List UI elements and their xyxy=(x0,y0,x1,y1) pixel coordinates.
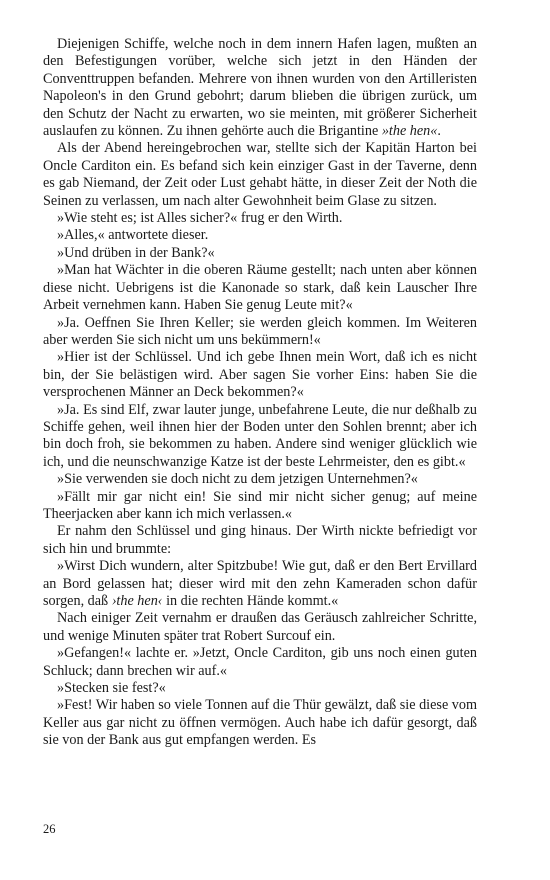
paragraph: »Sie verwenden sie doch nicht zu dem jetzigen Unternehmen?« xyxy=(57,471,418,488)
paragraph: »Ja. Es sind Elf, zwar lauter junge, unbefahrene Leute, die nur deßhalb zu Schiffe gehen, weil ihnen hier der Boden unter den Sohlen brennt; aber ich bin doch froh, sie bekommen zu haben. Andere sind weniger glücklich wie ich, und die neunschwanzige Katze ist der beste Lehrmeister, den es gibt.« xyxy=(43,401,477,470)
page-body xyxy=(43,36,477,750)
paragraph: »Wie steht es; ist Alles sicher?« frug er den Wirth. xyxy=(57,210,343,227)
paragraph: »Gefangen!« lachte er. »Jetzt, Oncle Carditon, gib uns noch einen guten Schluck; dann brechen wir auf.« xyxy=(43,645,477,679)
paragraph: Als der Abend hereingebrochen war, stellte sich der Kapitän Harton bei Oncle Carditon ein. Es befand sich kein einziger Gast in der Taverne, denn es gab Niemand, der Zeit oder Lust gehabt hätte, in dieser Zeit der Noth die Seinen zu verlassen, um nach alter Gewohnheit beim Glase zu sitzen. xyxy=(43,140,477,209)
paragraph: »Und drüben in der Bank?« xyxy=(57,244,215,261)
paragraph: »Stecken sie fest?« xyxy=(57,680,166,697)
paragraph: Er nahm den Schlüssel und ging hinaus. Der Wirth nickte befriedigt vor sich hin und brummte: xyxy=(43,523,477,557)
paragraph: »Fällt mir gar nicht ein! Sie sind mir nicht sicher genug; auf meine Theerjacken aber kann ich mich verlassen.« xyxy=(43,488,477,522)
paragraph: »Alles,« antwortete dieser. xyxy=(57,227,209,244)
paragraph: Nach einiger Zeit vernahm er draußen das Geräusch zahlreicher Schritte, und wenige Minuten später trat Robert Surcouf ein. xyxy=(43,610,477,644)
paragraph: Diejenigen Schiffe, welche noch in dem innern Hafen lagen, mußten an den Befestigungen vorüber, welche sich jetzt in den Händen der Conventtruppen befanden. Mehrere von ihnen wurden von den Artilleristen Napoleon's in den Grund gebohrt; darum blieben die übrigen zurück, um den Schutz der Nacht zu erwarten, wo sie meinten, mit größerer Sicherheit auslaufen zu können. Zu ihnen gehörte auch die Brigantine »the hen«. xyxy=(43,36,477,140)
paragraph: »Fest! Wir haben so viele Tonnen auf die Thür gewälzt, daß sie diese vom Keller aus gar nicht zu öffnen vermögen. Auch habe ich dafür gesorgt, daß sie von der Bank aus gut empfangen werden. Es xyxy=(43,697,478,749)
paragraph: »Wirst Dich wundern, alter Spitzbube! Wie gut, daß er den Bert Ervillard an Bord gelassen hat; dieser wird mit den zehn Kameraden schon dafür sorgen, daß ›the hen‹ in die rechten Hände kommt.« xyxy=(43,558,477,609)
paragraph: »Hier ist der Schlüssel. Und ich gebe Ihnen mein Wort, daß ich es nicht bin, der Sie belästigen wird. Aber sagen Sie vorher Eins: haben Sie die versprochenen Männer an Deck bekommen?« xyxy=(43,349,477,401)
paragraph: »Man hat Wächter in die oberen Räume gestellt; nach unten aber können diese nicht. Uebrigens ist die Kanonade so stark, daß kein Lauscher Ihre Arbeit vernehmen kann. Haben Sie genug Leute mit?« xyxy=(43,262,477,314)
paragraph: »Ja. Oeffnen Sie Ihren Keller; sie werden gleich kommen. Im Weiteren aber werden Sie sich nicht um uns bekümmern!« xyxy=(43,314,477,348)
page-number: 26 xyxy=(43,822,56,836)
